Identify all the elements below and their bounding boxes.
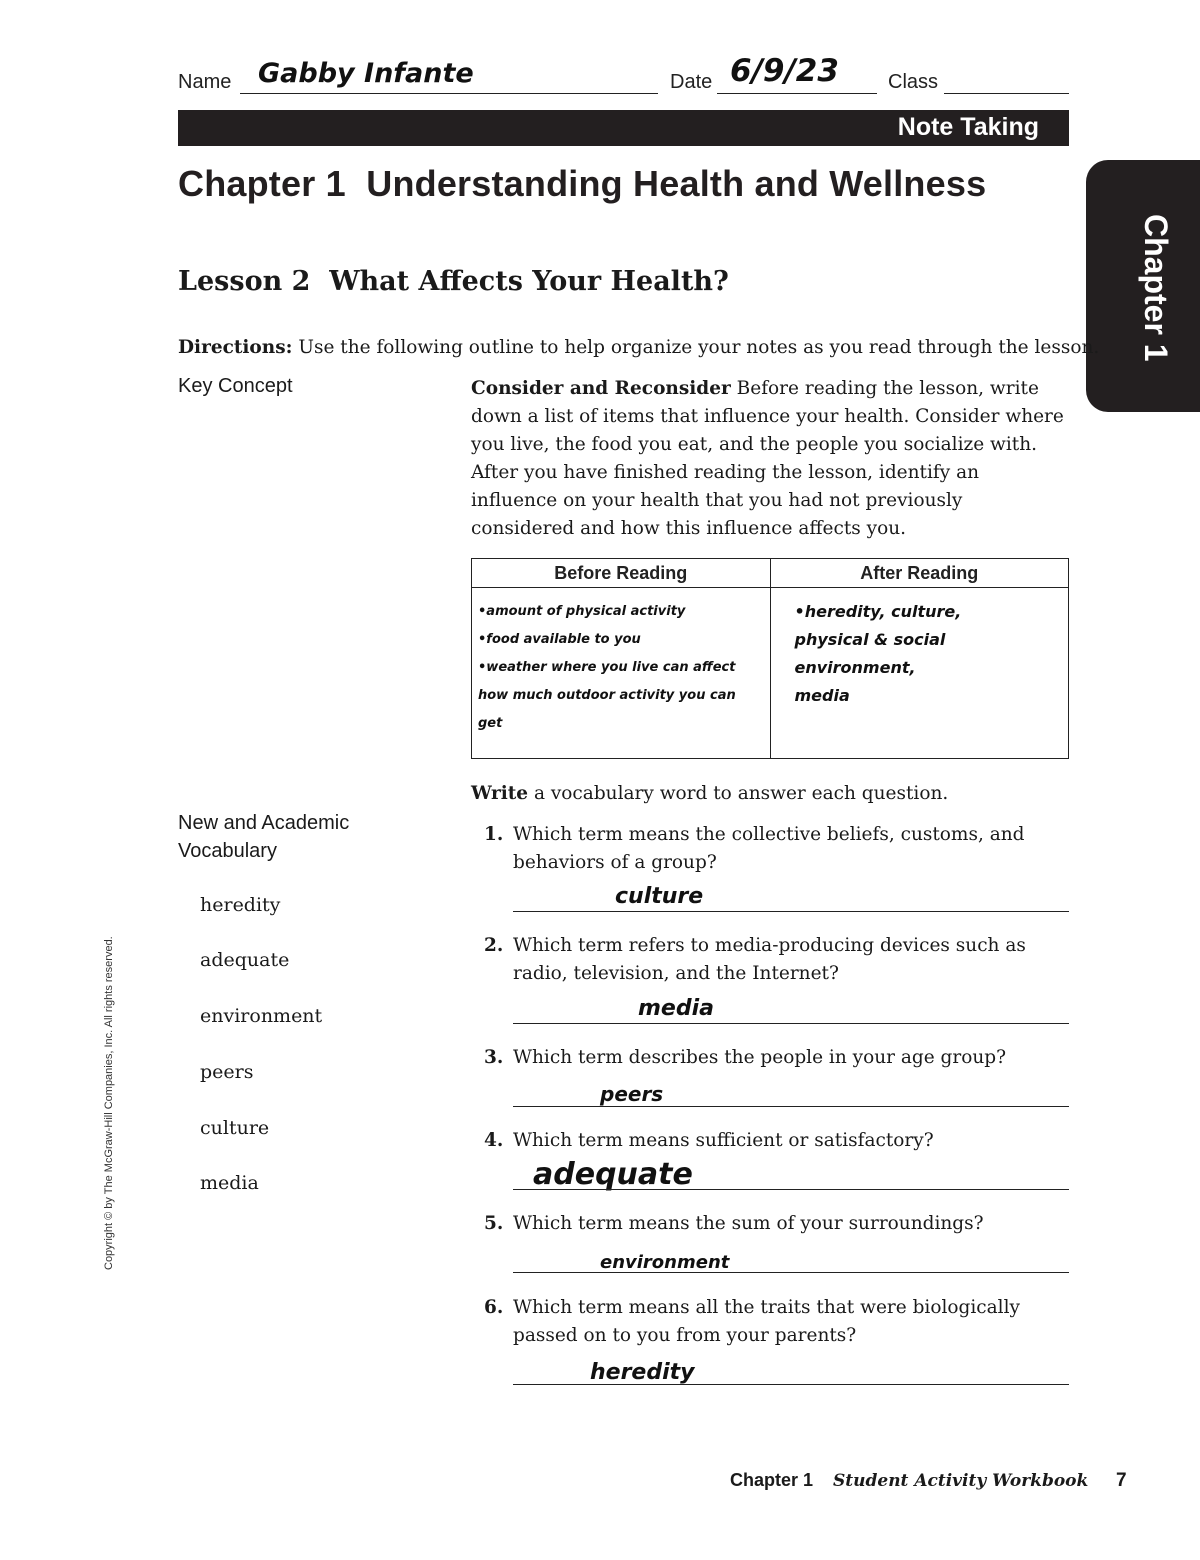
answer-6: heredity — [590, 1360, 695, 1385]
date-label: Date — [670, 71, 713, 93]
consider-reconsider — [471, 375, 1069, 543]
before-note: •food available to you — [478, 632, 641, 647]
name-label: Name — [178, 71, 232, 93]
before-reading-header: Before Reading — [472, 559, 771, 588]
class-field[interactable] — [944, 93, 1069, 94]
banner-label: Note Taking — [897, 113, 1039, 141]
chapter-title: Chapter 1 Understanding Health and Wellness — [178, 163, 987, 204]
after-note: •heredity, culture, — [794, 602, 962, 621]
question-number: 4. — [484, 1130, 504, 1151]
answer-5: environment — [600, 1252, 730, 1273]
answer-4: adequate — [533, 1157, 693, 1192]
vocab-heading: New and Academic Vocabulary — [178, 812, 350, 862]
question-text: Which term means the collective beliefs, customs, and behaviors of a group? — [513, 824, 1025, 873]
after-reading-cell[interactable] — [770, 588, 1069, 759]
lesson-title: Lesson 2 What Affects Your Health? — [178, 266, 729, 297]
vocab-word: peers — [200, 1061, 254, 1083]
after-note: physical & social environment, — [794, 630, 946, 677]
after-reading-notes — [771, 588, 1069, 720]
vocab-word: media — [200, 1172, 259, 1194]
side-tab-label: Chapter 1 — [1138, 214, 1174, 362]
question-text: Which term describes the people in your age group? — [513, 1047, 1007, 1068]
before-note: •weather where you live can affect — [478, 660, 736, 675]
before-note: how much outdoor activity you can get — [478, 688, 736, 731]
answer-1: culture — [615, 884, 704, 909]
consider-text: Before reading the lesson, write down a list of items that influence your health. Consider where you live, the food you eat, and the people you socialize with. After you have finished reading the lesson, identify an influence on your health that you had not previously considered and how this influence affects you. — [471, 378, 1064, 539]
answer-2: media — [638, 996, 714, 1021]
answer-line-1[interactable] — [513, 911, 1069, 912]
vocab-instruction-label: Write — [471, 783, 529, 804]
footer-chapter: Chapter 1 — [730, 1470, 814, 1490]
directions-text: Use the following outline to help organize your notes as you read through the lesson. — [298, 337, 1100, 358]
question-5 — [484, 1210, 1074, 1238]
directions — [178, 337, 1100, 358]
question-number: 6. — [484, 1297, 504, 1318]
footer-workbook: Student Activity Workbook — [833, 1471, 1089, 1491]
vocab-word: culture — [200, 1117, 270, 1139]
vocab-instruction-text: a vocabulary word to answer each question. — [533, 783, 949, 804]
question-number: 3. — [484, 1047, 504, 1068]
question-4 — [484, 1127, 1074, 1155]
name-value: Gabby Infante — [258, 58, 474, 89]
answer-3: peers — [600, 1082, 664, 1106]
name-field[interactable] — [240, 93, 658, 94]
note-taking-banner — [178, 110, 1069, 146]
question-2 — [484, 932, 1074, 988]
vocab-instruction — [471, 783, 948, 804]
chapter-side-tab — [1086, 160, 1200, 412]
vocab-word: heredity — [200, 894, 281, 916]
after-note: media — [794, 686, 850, 705]
before-reading-notes — [472, 588, 770, 748]
after-reading-header: After Reading — [770, 559, 1069, 588]
key-concept-label: Key Concept — [178, 375, 293, 397]
directions-label: Directions: — [178, 337, 293, 358]
page-number: 7 — [1116, 1470, 1127, 1491]
question-text: Which term means sufficient or satisfactory? — [513, 1130, 934, 1151]
date-value: 6/9/23 — [730, 53, 839, 89]
answer-line-5[interactable] — [513, 1272, 1069, 1273]
question-number: 2. — [484, 935, 504, 956]
vocab-word: environment — [200, 1005, 323, 1027]
before-reading-cell[interactable] — [472, 588, 771, 759]
answer-line-6[interactable] — [513, 1384, 1069, 1385]
answer-line-4[interactable] — [513, 1189, 1069, 1190]
date-field[interactable] — [717, 93, 877, 94]
question-1 — [484, 821, 1074, 877]
question-text: Which term means all the traits that were biologically passed on to you from your parents? — [513, 1297, 1020, 1346]
question-number: 1. — [484, 824, 504, 845]
class-label: Class — [888, 71, 939, 93]
question-number: 5. — [484, 1213, 504, 1234]
question-6 — [484, 1294, 1074, 1350]
answer-line-2[interactable] — [513, 1023, 1069, 1024]
vocab-word: adequate — [200, 949, 290, 971]
reading-table — [471, 558, 1069, 759]
before-note: •amount of physical activity — [478, 604, 686, 619]
question-3 — [484, 1044, 1074, 1072]
consider-label: Consider and Reconsider — [471, 378, 731, 399]
copyright-notice: Copyright © by The McGraw-Hill Companies, Inc. All rights reserved. — [103, 936, 115, 1270]
answer-line-3[interactable] — [513, 1106, 1069, 1107]
question-text: Which term refers to media-producing devices such as radio, television, and the Internet? — [513, 935, 1026, 984]
question-text: Which term means the sum of your surroundings? — [513, 1213, 984, 1234]
